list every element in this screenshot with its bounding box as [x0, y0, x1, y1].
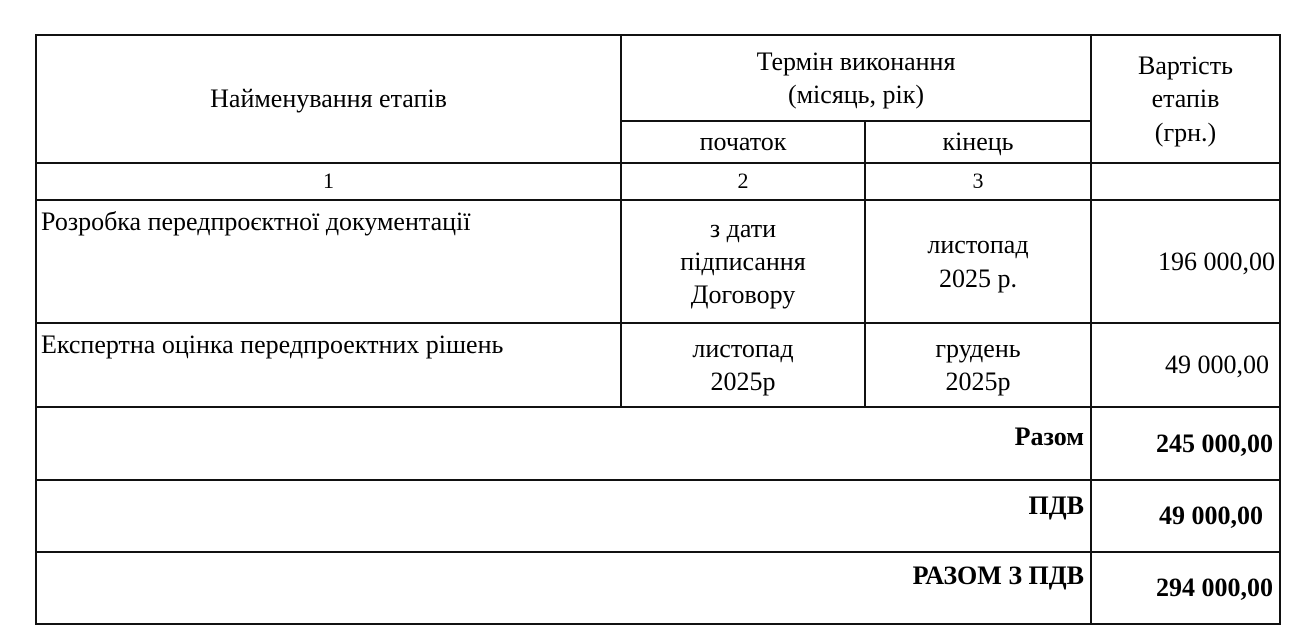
header-start	[622, 122, 864, 162]
header-start-text: початок	[699, 127, 787, 157]
column-number-2-text: 2	[737, 168, 749, 194]
column-number-2	[622, 164, 864, 199]
vat-value-cell	[1092, 481, 1279, 551]
total-label: Разом	[1014, 422, 1084, 451]
row1-start: з дати підписання Договору	[680, 213, 806, 310]
row1-name-cell	[37, 201, 620, 322]
header-cost-text: Вартість етапів (грн.)	[1138, 51, 1233, 147]
total-with-vat-label-cell	[37, 553, 1090, 623]
total-with-vat-label: РАЗОМ З ПДВ	[912, 561, 1084, 590]
row1-name: Розробка передпроєктної документації	[41, 207, 471, 236]
table-border-bottom	[35, 623, 1281, 625]
row2-end: грудень 2025р	[935, 333, 1021, 396]
row2-name: Експертна оцінка передпроектних рішень	[41, 330, 504, 359]
row2-end-cell	[866, 324, 1090, 406]
column-number-1	[37, 164, 620, 199]
total-value-cell	[1092, 408, 1279, 479]
vat-value: 49 000,00	[1159, 501, 1263, 531]
row2-cost-cell	[1092, 324, 1279, 406]
header-term	[622, 36, 1090, 120]
row2-cost: 49 000,00	[1165, 350, 1269, 380]
vat-label-cell	[37, 481, 1090, 551]
column-number-1-text: 1	[323, 168, 334, 194]
header-stage-name	[37, 36, 620, 162]
row2-start: листопад 2025р	[692, 333, 794, 396]
column-number-3	[866, 164, 1090, 199]
total-value: 245 000,00	[1156, 428, 1273, 458]
table-border-right	[1279, 34, 1281, 625]
row1-cost-cell	[1092, 201, 1279, 322]
row2-name-cell	[37, 324, 620, 406]
header-end	[866, 122, 1090, 162]
vat-label: ПДВ	[1028, 491, 1084, 520]
total-with-vat-value-cell	[1092, 553, 1279, 623]
row1-end-cell	[866, 201, 1090, 322]
header-term-text: Термін виконання (місяць, рік)	[756, 46, 956, 109]
header-cost	[1092, 36, 1279, 162]
row1-cost: 196 000,00	[1158, 246, 1275, 276]
row1-end: листопад 2025 р.	[927, 230, 1029, 293]
total-label-cell	[37, 408, 1090, 479]
row1-start-cell	[622, 201, 864, 322]
header-end-text: кінець	[942, 127, 1014, 157]
column-number-3-text: 3	[972, 168, 984, 194]
total-with-vat-value: 294 000,00	[1156, 573, 1273, 603]
row2-start-cell	[622, 324, 864, 406]
header-stage-name-text: Найменування етапів	[210, 84, 447, 114]
